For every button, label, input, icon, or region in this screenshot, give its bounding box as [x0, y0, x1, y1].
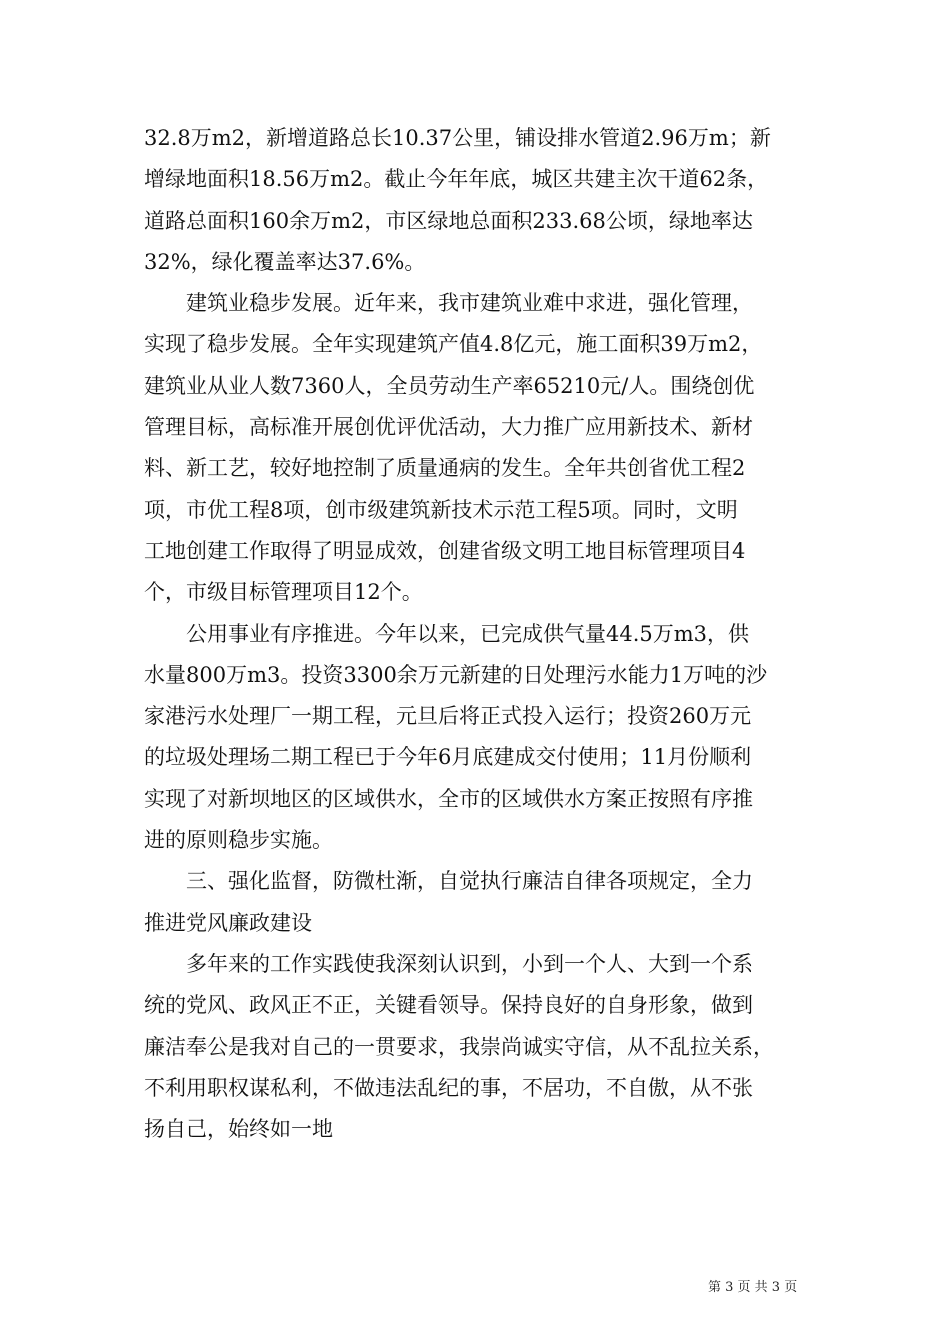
document-body [144, 118, 808, 1150]
text-line: 水量800万m3。投资3300余万元新建的日处理污水能力1万吨的沙 [144, 662, 768, 687]
text-line: 增绿地面积18.56万m2。截止今年年底，城区共建主次干道62条， [144, 167, 769, 192]
text-line: 32.8万m2，新增道路总长10.37公里，铺设排水管道2.96万m；新 [144, 126, 771, 150]
text-line: 32%，绿化覆盖率达37.6%。 [144, 249, 426, 274]
text-line: 个，市级目标管理项目12个。 [144, 580, 423, 605]
text-line: 道路总面积160余万m2，市区绿地总面积233.68公顷，绿地率达 [144, 208, 753, 233]
text-line: 廉洁奉公是我对自己的一贯要求，我崇尚诚实守信，从不乱拉关系， [144, 1034, 774, 1059]
text-line: 项，市优工程8项，创市级建筑新技术示范工程5项。同时，文明 [144, 497, 738, 522]
text-line: 扬自己，始终如一地 [144, 1117, 333, 1142]
text-line: 实现了对新坝地区的区域供水，全市的区域供水方案正按照有序推 [144, 786, 753, 811]
text-line: 公用事业有序推进。今年以来，已完成供气量44.5万m3，供 [144, 621, 750, 646]
text-line: 三、强化监督，防微杜渐，自觉执行廉洁自律各项规定，全力 [144, 869, 753, 894]
text-line: 多年来的工作实践使我深刻认识到，小到一个人、大到一个系 [144, 951, 753, 976]
text-line: 进的原则稳步实施。 [144, 828, 333, 853]
text-line: 家港污水处理厂一期工程，元旦后将正式投入运行；投资260万元 [144, 704, 752, 729]
text-line: 管理目标，高标准开展创优评优活动，大力推广应用新技术、新材 [144, 415, 753, 440]
text-line: 推进党风廉政建设 [144, 910, 312, 935]
text-line: 料、新工艺，较好地控制了质量通病的发生。全年共创省优工程2 [144, 456, 746, 481]
text-line: 建筑业从业人数7360人，全员劳动生产率65210元/人。围绕创优 [144, 373, 755, 398]
text-line: 建筑业稳步发展。近年来，我市建筑业难中求进，强化管理， [144, 291, 753, 316]
text-line: 不利用职权谋私利，不做违法乱纪的事，不居功，不自傲，从不张 [144, 1075, 753, 1100]
text-line: 统的党风、政风正不正，关键看领导。保持良好的自身形象，做到 [144, 993, 753, 1018]
text-line: 工地创建工作取得了明显成效，创建省级文明工地目标管理项目4 [144, 538, 746, 563]
text-line: 的垃圾处理场二期工程已于今年6月底建成交付使用；11月份顺利 [144, 745, 752, 770]
page-number: 第 3 页 共 3 页 [708, 1280, 798, 1295]
text-line: 实现了稳步发展。全年实现建筑产值4.8亿元，施工面积39万m2， [144, 332, 763, 357]
